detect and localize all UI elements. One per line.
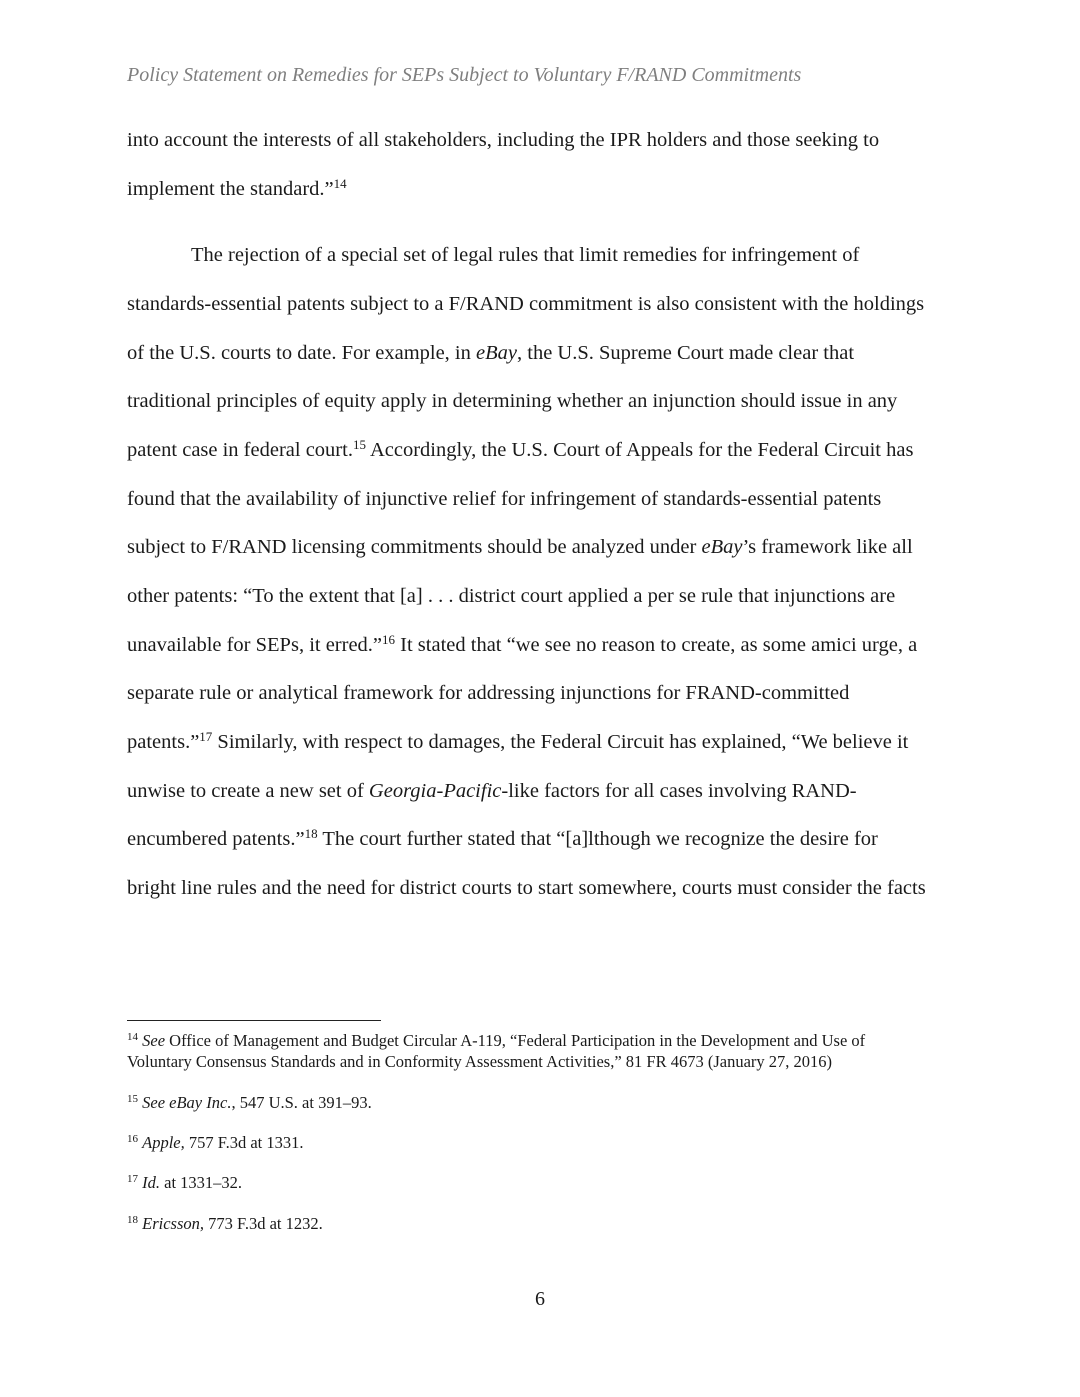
footnote-text: 757 F.3d at 1331. xyxy=(184,1133,304,1152)
page-number: 6 xyxy=(535,1288,545,1310)
footnote-number: 14 xyxy=(127,1031,138,1043)
body-line-5 xyxy=(127,340,854,366)
footnote-ref-14[interactable]: 14 xyxy=(333,176,347,191)
body-text: of the U.S. courts to date. For example, in xyxy=(127,342,477,364)
citation-name: See eBay Inc. xyxy=(142,1093,232,1112)
body-line-16: bright line rules and the need for district courts to start somewhere, courts must consider the facts xyxy=(127,877,926,899)
body-line-3: The rejection of a special set of legal rules that limit remedies for infringement of xyxy=(191,244,860,266)
footnote-16 xyxy=(127,1133,304,1153)
body-text: unavailable for SEPs, it erred.” xyxy=(127,634,383,656)
body-line-6: traditional principles of equity apply in determining whether an injunction should issue in any xyxy=(127,390,898,412)
footnote-text: Office of Management and Budget Circular A-119, “Federal Participation in the Development and Use of xyxy=(165,1031,866,1050)
body-line-9 xyxy=(127,534,913,560)
citation-name: Apple, xyxy=(142,1133,185,1152)
body-line-4: standards-essential patents subject to a F/RAND commitment is also consistent with the holdings xyxy=(127,293,925,315)
footnote-separator xyxy=(127,1020,381,1021)
body-line-2 xyxy=(127,176,347,202)
footnote-text: , 547 U.S. at 391–93. xyxy=(231,1093,372,1112)
body-text: unwise to create a new set of xyxy=(127,780,369,802)
body-line-7 xyxy=(127,437,913,463)
body-text: -like factors for all cases involving RAND- xyxy=(501,780,857,802)
body-text: encumbered patents.” xyxy=(127,828,305,850)
body-text: patent case in federal court. xyxy=(127,439,353,461)
footnote-ref-18[interactable]: 18 xyxy=(304,826,318,841)
footnote-18 xyxy=(127,1214,323,1234)
case-name: Georgia-Pacific xyxy=(368,780,502,802)
footnote-number: 18 xyxy=(127,1214,138,1226)
body-text: ’s framework like all xyxy=(742,536,913,558)
footnote-ref-17[interactable]: 17 xyxy=(199,729,213,744)
body-text: patents.” xyxy=(127,731,200,753)
body-line-10: other patents: “To the extent that [a] . . . district court applied a per se rule that injunctions are xyxy=(127,585,896,607)
body-text: The court further stated that “[a]lthough we recognize the desire for xyxy=(317,828,878,850)
signal: See xyxy=(142,1031,166,1050)
body-line-13 xyxy=(127,729,908,755)
footnote-17 xyxy=(127,1173,242,1193)
footnote-number: 17 xyxy=(127,1173,138,1185)
footnote-14 xyxy=(127,1031,865,1051)
body-text: implement the standard.” xyxy=(127,178,334,200)
body-text: subject to F/RAND licensing commitments should be analyzed under xyxy=(127,536,702,558)
body-text: , the U.S. Supreme Court made clear that xyxy=(517,342,855,364)
body-text: Accordingly, the U.S. Court of Appeals for the Federal Circuit has xyxy=(365,439,914,461)
footnote-number: 15 xyxy=(127,1093,138,1105)
footnote-15 xyxy=(127,1093,372,1113)
footnote-number: 16 xyxy=(127,1133,138,1145)
body-line-11 xyxy=(127,632,917,658)
footnote-text: 773 F.3d at 1232. xyxy=(204,1214,323,1233)
running-header: Policy Statement on Remedies for SEPs Subject to Voluntary F/RAND Commitments xyxy=(127,64,802,86)
body-line-12: separate rule or analytical framework for addressing injunctions for FRAND-committed xyxy=(127,682,850,704)
footnote-14-cont: Voluntary Consensus Standards and in Conformity Assessment Activities,” 81 FR 4673 (January 27, 2016) xyxy=(127,1052,833,1071)
body-text: Similarly, with respect to damages, the Federal Circuit has explained, “We believe it xyxy=(212,731,909,753)
body-line-15 xyxy=(127,826,878,852)
body-line-1: into account the interests of all stakeholders, including the IPR holders and those seeking to xyxy=(127,129,880,151)
body-line-14 xyxy=(127,778,857,804)
citation-name: Ericsson, xyxy=(142,1214,204,1233)
body-line-8: found that the availability of injunctive relief for infringement of standards-essential patents xyxy=(127,488,882,510)
footnote-ref-15[interactable]: 15 xyxy=(352,437,366,452)
body-text: It stated that “we see no reason to create, as some amici urge, a xyxy=(395,634,918,656)
citation-name: Id. xyxy=(142,1173,160,1192)
case-name: eBay xyxy=(701,536,743,558)
footnote-ref-16[interactable]: 16 xyxy=(382,632,396,647)
case-name: eBay xyxy=(476,342,517,364)
footnote-text: at 1331–32. xyxy=(160,1173,243,1192)
